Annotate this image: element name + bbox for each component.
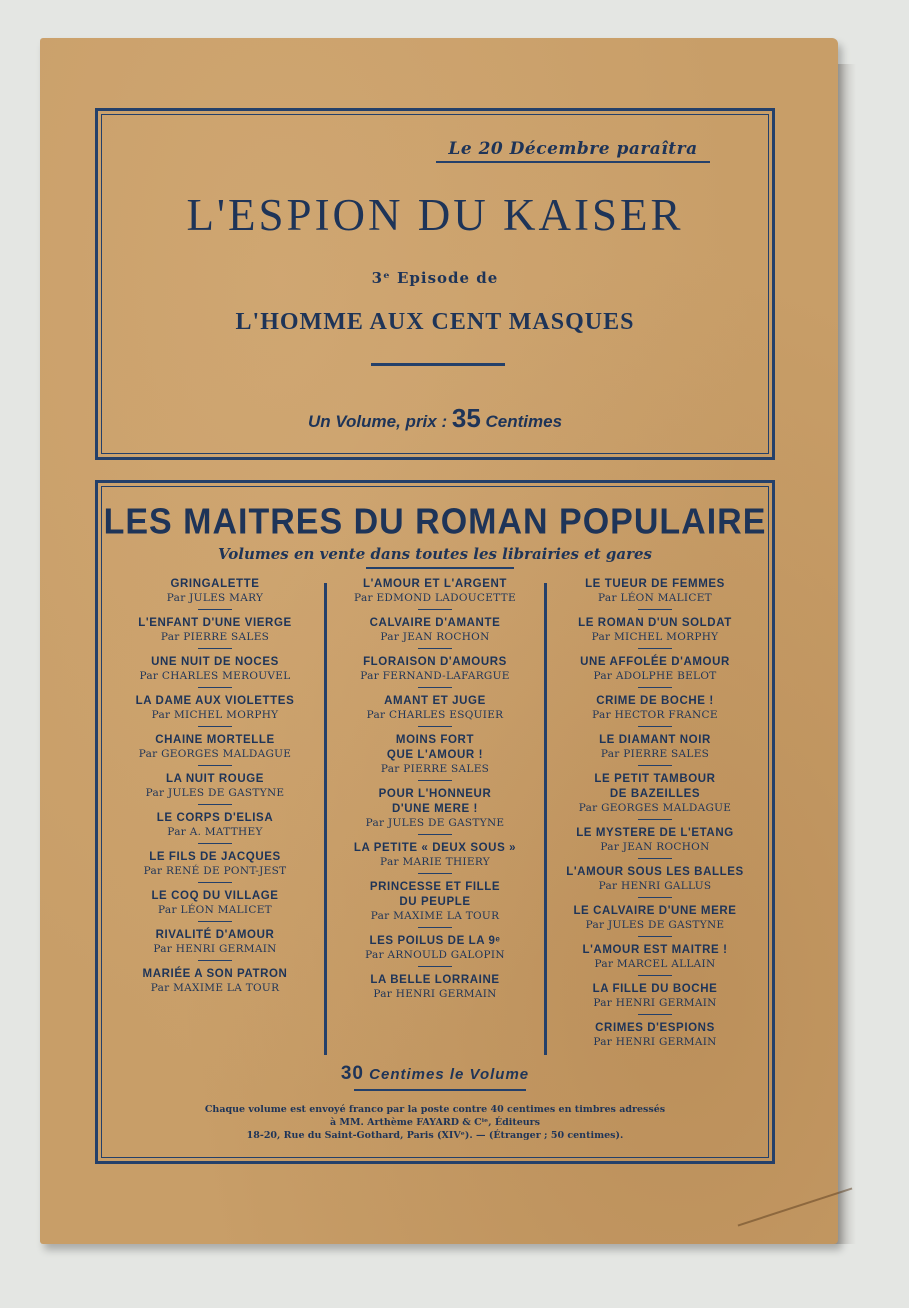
book-title: CRIMES D'ESPIONS (595, 1022, 715, 1034)
catalog-entry (328, 655, 542, 688)
book-author: Par HENRI GERMAIN (153, 943, 277, 955)
book-title: LA PETITE « DEUX SOUS » (353, 842, 517, 854)
book-author: Par ARNOULD GALOPIN (365, 949, 505, 961)
catalog-entry (108, 928, 322, 961)
price-prefix: Un Volume, prix : (307, 412, 448, 431)
catalog-entry (108, 577, 322, 610)
entry-separator (638, 726, 672, 727)
book-title: LES POILUS DE LA 9ᵉ (369, 935, 501, 947)
book-title: LA DAME AUX VIOLETTES (135, 695, 295, 707)
catalog-entry (108, 811, 322, 844)
price-rule (354, 1089, 526, 1091)
entry-separator (638, 648, 672, 649)
collection-subtitle: Volumes en vente dans toutes les librairies et gares (218, 545, 652, 563)
notice-line-1: Chaque volume est envoyé franco par la poste contre 40 centimes en timbres adressés (204, 1104, 666, 1115)
book-title: CALVAIRE D'AMANTE (369, 617, 501, 629)
volume-price-footer (98, 1063, 772, 1085)
book-title: LA NUIT ROUGE (165, 773, 265, 785)
entry-separator (198, 843, 232, 844)
entry-separator (198, 921, 232, 922)
price-suffix: Centimes (485, 412, 563, 431)
catalog-entry (328, 880, 542, 928)
book-title: GRINGALETTE (170, 578, 260, 590)
book-author: Par JEAN ROCHON (380, 631, 490, 643)
entry-separator (638, 936, 672, 937)
book-author: Par HENRI GERMAIN (373, 988, 497, 1000)
entry-separator (198, 804, 232, 805)
entry-separator (418, 780, 452, 781)
catalog-entry (328, 616, 542, 649)
book-title: LE DIAMANT NOIR (599, 734, 711, 746)
catalog-entry (548, 943, 762, 976)
volume-price-line (98, 403, 772, 434)
book-author: Par ADOLPHE BELOT (593, 670, 717, 682)
episode-label: 3ᵉ Episode de (371, 269, 499, 287)
column-divider (544, 583, 547, 1055)
announcement-box (95, 108, 775, 460)
book-author: Par HENRI GALLUS (598, 880, 712, 892)
book-author: Par HENRI GERMAIN (593, 997, 717, 1009)
book-author: Par LÉON MALICET (598, 592, 712, 604)
book-author: Par CHARLES MEROUVEL (139, 670, 291, 682)
book-author: Par FERNAND-LAFARGUE (360, 670, 510, 682)
book-author: Par MARCEL ALLAIN (594, 958, 716, 970)
book-title: LA BELLE LORRAINE (370, 974, 500, 986)
price-amount: 35 (451, 403, 481, 433)
entry-separator (638, 897, 672, 898)
catalog-entry (108, 889, 322, 922)
entry-separator (418, 927, 452, 928)
book-title: RIVALITÉ D'AMOUR (155, 929, 275, 941)
entry-separator (638, 687, 672, 688)
entry-separator (638, 609, 672, 610)
book-author: Par HENRI GERMAIN (593, 1036, 717, 1048)
book-author: Par A. MATTHEY (167, 826, 263, 838)
entry-separator (198, 726, 232, 727)
catalog-entry (548, 982, 762, 1015)
catalog-entry (548, 904, 762, 937)
book-author: Par MICHEL MORPHY (151, 709, 279, 721)
main-title: L'ESPION DU KAISER (186, 190, 684, 240)
book-title: L'ENFANT D'UNE VIERGE (138, 617, 292, 629)
book-author: Par EDMOND LADOUCETTE (354, 592, 516, 604)
announcement-date: Le 20 Décembre paraîtra (436, 139, 710, 163)
entry-separator (198, 960, 232, 961)
entry-separator (198, 687, 232, 688)
catalog-entry (548, 577, 762, 610)
catalog-entry (108, 655, 322, 688)
paper-tear (738, 1188, 853, 1227)
entry-separator (638, 819, 672, 820)
series-title: L'HOMME AUX CENT MASQUES (235, 309, 635, 335)
subtitle-rule (366, 567, 514, 569)
catalog-entry (548, 772, 762, 820)
collection-title: LES MAITRES DU ROMAN POPULAIRE (103, 502, 767, 542)
entry-separator (198, 882, 232, 883)
entry-separator (638, 1014, 672, 1015)
book-author: Par GEORGES MALDAGUE (578, 802, 732, 814)
catalog-entry (328, 934, 542, 967)
book-title: LE ROMAN D'UN SOLDAT (578, 617, 732, 629)
book-title: LE CALVAIRE D'UNE MERE (573, 905, 737, 917)
entry-separator (638, 765, 672, 766)
entry-separator (418, 609, 452, 610)
book-author: Par PIERRE SALES (380, 763, 490, 775)
entry-separator (418, 834, 452, 835)
book-title: L'AMOUR SOUS LES BALLES (566, 866, 744, 878)
catalog-entry (548, 1021, 762, 1049)
entry-separator (638, 975, 672, 976)
catalog-entry (328, 694, 542, 727)
book-author: Par JULES DE GASTYNE (365, 817, 505, 829)
book-title: AMANT ET JUGE (384, 695, 486, 707)
book-title: UNE AFFOLÉE D'AMOUR (580, 656, 730, 668)
book-title: MARIÉE A SON PATRON (142, 968, 288, 980)
entry-separator (418, 726, 452, 727)
catalog-column-3 (548, 577, 762, 1055)
book-title: LE PETIT TAMBOUR DE BAZEILLES (594, 773, 716, 800)
catalog-box (95, 480, 775, 1164)
book-title: UNE NUIT DE NOCES (151, 656, 279, 668)
book-title: FLORAISON D'AMOURS (363, 656, 507, 668)
book-author: Par MAXIME LA TOUR (370, 910, 500, 922)
book-title: MOINS FORT QUE L'AMOUR ! (386, 734, 484, 761)
catalog-entry (108, 733, 322, 766)
divider-rule (371, 363, 505, 366)
book-title: LE CORPS D'ELISA (156, 812, 274, 824)
book-author: Par MARIE THIERY (380, 856, 490, 868)
catalog-entry (548, 826, 762, 859)
entry-separator (418, 687, 452, 688)
book-author: Par RENÉ DE PONT-JEST (143, 865, 287, 877)
book-author: Par PIERRE SALES (160, 631, 270, 643)
book-author: Par JULES DE GASTYNE (585, 919, 725, 931)
book-title: POUR L'HONNEUR D'UNE MERE ! (378, 788, 492, 815)
book-author: Par CHARLES ESQUIER (366, 709, 504, 721)
book-title: L'AMOUR ET L'ARGENT (363, 578, 507, 590)
book-author: Par JULES MARY (166, 592, 264, 604)
catalog-entry (108, 616, 322, 649)
volume-price-amount: 30 (340, 1063, 364, 1084)
entry-separator (418, 648, 452, 649)
book-author: Par GEORGES MALDAGUE (138, 748, 292, 760)
catalog-entry (328, 973, 542, 1001)
catalog-entry (548, 655, 762, 688)
entry-separator (418, 873, 452, 874)
book-title: L'AMOUR EST MAITRE ! (582, 944, 728, 956)
book-title: PRINCESSE ET FILLE DU PEUPLE (369, 881, 501, 908)
book-back-cover (40, 38, 838, 1244)
entry-separator (198, 765, 232, 766)
entry-separator (418, 966, 452, 967)
book-author: Par JULES DE GASTYNE (145, 787, 285, 799)
book-title: LE COQ DU VILLAGE (151, 890, 279, 902)
catalog-entry (108, 967, 322, 995)
catalog-entry (328, 733, 542, 781)
book-author: Par LÉON MALICET (158, 904, 272, 916)
notice-line-2: à MM. Arthème FAYARD & Cⁱᵉ, Éditeurs (329, 1117, 541, 1128)
catalog-entry (548, 694, 762, 727)
publisher-notice (98, 1103, 772, 1142)
entry-separator (198, 609, 232, 610)
catalog-column-2 (328, 577, 542, 1007)
catalog-entry (108, 772, 322, 805)
book-title: CHAINE MORTELLE (155, 734, 275, 746)
catalog-entry (548, 733, 762, 766)
catalog-entry (548, 616, 762, 649)
book-author: Par JEAN ROCHON (600, 841, 710, 853)
book-title: CRIME DE BOCHE ! (596, 695, 714, 707)
catalog-entry (108, 694, 322, 727)
book-author: Par PIERRE SALES (600, 748, 710, 760)
catalog-entry (548, 865, 762, 898)
book-author: Par HECTOR FRANCE (592, 709, 718, 721)
volume-price-text: Centimes le Volume (369, 1066, 530, 1083)
book-title: LE MYSTERE DE L'ETANG (576, 827, 734, 839)
catalog-entry (328, 787, 542, 835)
entry-separator (198, 648, 232, 649)
book-author: Par MICHEL MORPHY (591, 631, 719, 643)
book-title: LE TUEUR DE FEMMES (585, 578, 725, 590)
catalog-column-1 (108, 577, 322, 1001)
book-title: LA FILLE DU BOCHE (592, 983, 718, 995)
entry-separator (638, 858, 672, 859)
catalog-entry (108, 850, 322, 883)
catalog-entry (328, 577, 542, 610)
catalog-entry (328, 841, 542, 874)
book-title: LE FILS DE JACQUES (149, 851, 281, 863)
book-author: Par MAXIME LA TOUR (150, 982, 280, 994)
notice-line-3: 18-20, Rue du Saint-Gothard, Paris (XIVᵉ). — (Étranger ; 50 centimes). (246, 1130, 624, 1141)
column-divider (324, 583, 327, 1055)
